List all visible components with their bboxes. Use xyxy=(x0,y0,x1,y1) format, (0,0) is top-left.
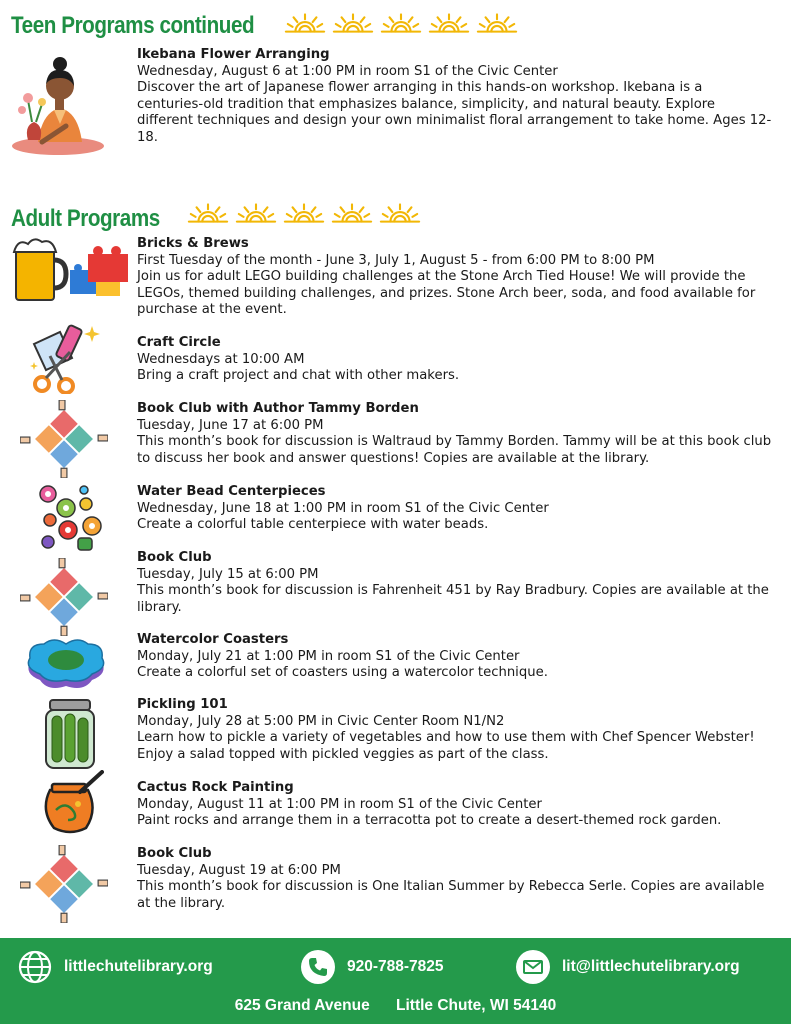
website-item[interactable] xyxy=(18,950,213,984)
book-club-hands-icon xyxy=(20,400,108,478)
sunburst-icon xyxy=(331,202,373,226)
event-description: Learn how to pickle a variety of vegetables and how to use them with Chef Spencer Webster! Enjoy a salad topped with pickled veggies as part of the class. xyxy=(137,730,755,762)
event-book-club-july xyxy=(137,550,772,616)
sunburst-icon xyxy=(379,202,421,226)
event-description: Join us for adult LEGO building challenges at the Stone Arch Tied House! We will provide the LEGOs, themed building challenges, and prizes. Stone Arch beer, soda, and food available for purchase at the event. xyxy=(137,269,756,317)
event-title: Book Club xyxy=(137,846,212,861)
event-title: Book Club xyxy=(137,550,212,565)
book-club-hands-icon xyxy=(20,845,108,923)
event-description: Create a colorful set of coasters using a watercolor technique. xyxy=(137,665,548,680)
event-when: Wednesdays at 10:00 AM xyxy=(137,351,305,367)
footer xyxy=(0,938,791,1024)
beer-and-brick-icon xyxy=(10,236,132,306)
sunburst-icon xyxy=(332,12,374,36)
sun-decoration xyxy=(187,202,421,226)
sunburst-icon xyxy=(428,12,470,36)
email-link[interactable]: lit@littlechutelibrary.org xyxy=(562,958,740,975)
event-bricks-brews xyxy=(137,236,772,319)
sun-decoration xyxy=(284,12,518,36)
event-description: Create a colorful table centerpiece with water beads. xyxy=(137,517,489,532)
event-description: Bring a craft project and chat with other makers. xyxy=(137,368,460,383)
event-when: Tuesday, July 15 at 6:00 PM xyxy=(137,566,319,582)
event-title: Bricks & Brews xyxy=(137,236,249,251)
event-when: Tuesday, August 19 at 6:00 PM xyxy=(137,862,341,878)
event-cactus-rock xyxy=(137,780,772,830)
event-description: This month’s book for discussion is Waltraud by Tammy Borden. Tammy will be at this book club to discuss her book and answer questions! Copies are available at the library. xyxy=(137,434,772,466)
event-when: Wednesday, June 18 at 1:00 PM in room S1 of the Civic Center xyxy=(137,500,549,516)
sunburst-icon xyxy=(187,202,229,226)
sunburst-icon xyxy=(380,12,422,36)
event-title: Pickling 101 xyxy=(137,697,228,712)
event-description: This month’s book for discussion is Fahrenheit 451 by Ray Bradbury. Copies are available at the library. xyxy=(137,583,769,615)
sunburst-icon xyxy=(476,12,518,36)
phone-number[interactable]: 920-788-7825 xyxy=(347,958,444,975)
book-club-hands-icon xyxy=(20,558,108,636)
event-title: Book Club with Author Tammy Borden xyxy=(137,401,419,416)
craft-scissors-glue-icon xyxy=(26,322,104,394)
event-when: First Tuesday of the month - June 3, July 1, August 5 - from 6:00 PM to 8:00 PM xyxy=(137,252,655,268)
website-link[interactable]: littlechutelibrary.org xyxy=(64,958,213,975)
adult-section-title: Adult Programs xyxy=(11,205,160,232)
coaster-icon xyxy=(24,638,108,692)
sunburst-icon xyxy=(235,202,277,226)
event-when: Wednesday, August 6 at 1:00 PM in room S1 of the Civic Center xyxy=(137,63,558,79)
event-book-club-author xyxy=(137,401,772,467)
event-water-bead xyxy=(137,484,772,534)
event-description: This month’s book for discussion is One Italian Summer by Rebecca Serle. Copies are available at the library. xyxy=(137,879,765,911)
address-street: 625 Grand Avenue xyxy=(234,997,370,1014)
event-watercolor-coasters xyxy=(137,632,772,682)
sunburst-icon xyxy=(284,12,326,36)
event-title: Craft Circle xyxy=(137,335,221,350)
sunburst-icon xyxy=(283,202,325,226)
event-title: Water Bead Centerpieces xyxy=(137,484,326,499)
event-title: Ikebana Flower Arranging xyxy=(137,47,330,62)
event-when: Monday, August 11 at 1:00 PM in room S1 of the Civic Center xyxy=(137,796,542,812)
email-item[interactable] xyxy=(516,950,740,984)
event-title: Watercolor Coasters xyxy=(137,632,289,647)
event-pickling xyxy=(137,697,772,763)
event-craft-circle xyxy=(137,335,772,385)
event-ikebana xyxy=(137,47,772,146)
painted-pot-icon xyxy=(38,770,104,834)
teen-section-title: Teen Programs continued xyxy=(11,12,255,39)
water-beads-icon xyxy=(36,484,106,552)
event-book-club-august xyxy=(137,846,772,912)
event-description: Discover the art of Japanese flower arranging in this hands-on workshop. Ikebana is a centuries-old tradition that emphasizes balance, simplicity, and natural beauty. Explore different techniques and design your own minimalist floral arrangement to take home. Ages 12-18. xyxy=(137,80,772,145)
event-when: Monday, July 28 at 5:00 PM in Civic Center Room N1/N2 xyxy=(137,713,505,729)
address-city: Little Chute, WI 54140 xyxy=(396,997,557,1014)
phone-item[interactable] xyxy=(301,950,444,984)
ikebana-woman-icon xyxy=(8,56,106,158)
address xyxy=(0,997,791,1015)
event-when: Tuesday, June 17 at 6:00 PM xyxy=(137,417,324,433)
event-description: Paint rocks and arrange them in a terracotta pot to create a desert-themed rock garden. xyxy=(137,813,722,828)
phone-icon xyxy=(301,950,335,984)
event-title: Cactus Rock Painting xyxy=(137,780,294,795)
globe-icon xyxy=(18,950,52,984)
pickle-jar-icon xyxy=(42,698,98,770)
event-when: Monday, July 21 at 1:00 PM in room S1 of the Civic Center xyxy=(137,648,520,664)
mail-icon xyxy=(516,950,550,984)
